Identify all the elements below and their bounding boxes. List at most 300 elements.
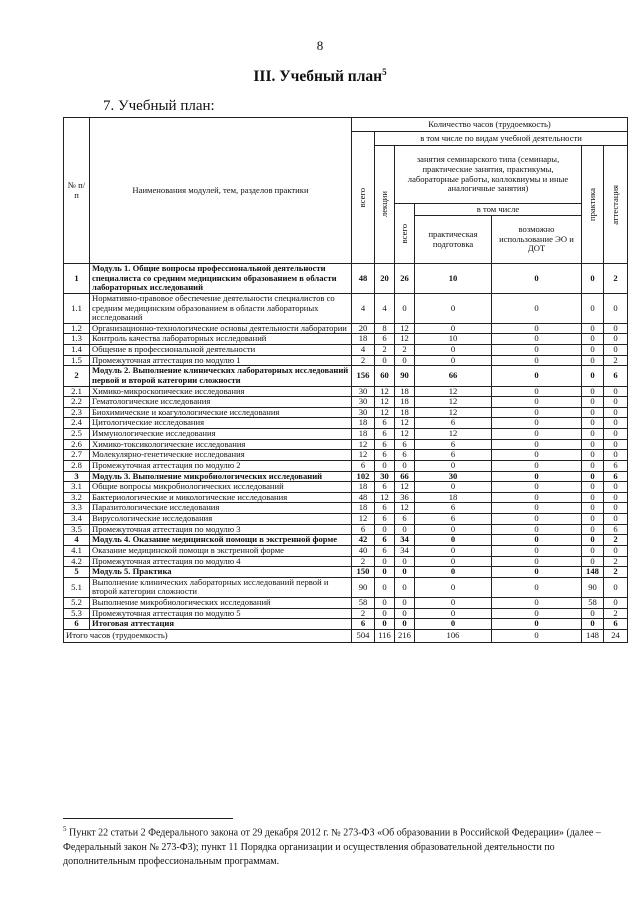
row-attestation: 0 <box>604 334 628 345</box>
row-seminar: 12 <box>395 418 415 429</box>
row-name: Промежуточная аттестация по модулю 2 <box>90 460 352 471</box>
row-total: 6 <box>352 619 375 630</box>
row-attestation: 0 <box>604 397 628 408</box>
total-prac-prep: 106 <box>415 629 492 642</box>
header-prac-prep: практическая подготовка <box>415 216 492 264</box>
row-num: 3.3 <box>64 503 90 514</box>
row-prac-prep: 0 <box>415 619 492 630</box>
row-eo-dot: 0 <box>492 460 582 471</box>
row-practice: 0 <box>582 386 604 397</box>
footnote-divider <box>63 818 233 819</box>
row-num: 4.2 <box>64 556 90 567</box>
row-num: 1.1 <box>64 293 90 323</box>
row-lectures: 2 <box>375 345 395 356</box>
row-eo-dot: 0 <box>492 450 582 461</box>
row-lectures: 20 <box>375 264 395 294</box>
row-eo-dot: 0 <box>492 514 582 525</box>
row-eo-dot: 0 <box>492 482 582 493</box>
row-practice: 0 <box>582 535 604 546</box>
row-practice: 0 <box>582 492 604 503</box>
row-eo-dot: 0 <box>492 471 582 482</box>
row-attestation: 0 <box>604 450 628 461</box>
row-prac-prep: 0 <box>415 293 492 323</box>
section-title-text: III. Учебный план <box>253 68 383 86</box>
row-name: Химико-микроскопические исследования <box>90 386 352 397</box>
row-prac-prep: 6 <box>415 418 492 429</box>
row-prac-prep: 30 <box>415 471 492 482</box>
row-attestation: 0 <box>604 514 628 525</box>
row-attestation: 0 <box>604 439 628 450</box>
row-lectures: 4 <box>375 293 395 323</box>
table-row <box>64 460 628 471</box>
footnote-ref[interactable]: 5 <box>382 67 387 77</box>
row-eo-dot: 0 <box>492 407 582 418</box>
row-total: 42 <box>352 535 375 546</box>
row-name: Промежуточная аттестация по модулю 1 <box>90 355 352 366</box>
table-row <box>64 577 628 597</box>
row-eo-dot: 0 <box>492 567 582 578</box>
row-num: 4 <box>64 535 90 546</box>
row-total: 90 <box>352 577 375 597</box>
row-lectures: 0 <box>375 608 395 619</box>
row-total: 4 <box>352 293 375 323</box>
row-seminar: 0 <box>395 355 415 366</box>
row-prac-prep: 66 <box>415 366 492 386</box>
header-attestation-text: аттестация <box>609 184 620 225</box>
row-name: Модуль 4. Оказание медицинской помощи в экстренной форме <box>90 535 352 546</box>
row-num: 2.6 <box>64 439 90 450</box>
row-eo-dot: 0 <box>492 577 582 597</box>
table-row <box>64 293 628 323</box>
row-num: 1 <box>64 264 90 294</box>
row-eo-dot: 0 <box>492 535 582 546</box>
table-row <box>64 471 628 482</box>
row-total: 2 <box>352 608 375 619</box>
row-num: 3.1 <box>64 482 90 493</box>
row-attestation: 6 <box>604 460 628 471</box>
row-num: 2.2 <box>64 397 90 408</box>
row-total: 4 <box>352 345 375 356</box>
row-prac-prep: 6 <box>415 503 492 514</box>
row-practice: 0 <box>582 482 604 493</box>
row-eo-dot: 0 <box>492 619 582 630</box>
row-seminar: 0 <box>395 293 415 323</box>
row-num: 4.1 <box>64 545 90 556</box>
row-practice: 0 <box>582 514 604 525</box>
header-eo-dot: возможно использование ЭО и ДОТ <box>492 216 582 264</box>
row-total: 12 <box>352 450 375 461</box>
row-eo-dot: 0 <box>492 366 582 386</box>
row-name: Гематологические исследования <box>90 397 352 408</box>
row-eo-dot: 0 <box>492 492 582 503</box>
table-row <box>64 482 628 493</box>
row-prac-prep: 0 <box>415 345 492 356</box>
row-name: Модуль 1. Общие вопросы профессиональной деятельности специалиста со средним медицинским образованием в области лабораторных исследований <box>90 264 352 294</box>
row-attestation: 0 <box>604 323 628 334</box>
row-total: 58 <box>352 598 375 609</box>
total-attestation: 24 <box>604 629 628 642</box>
row-eo-dot: 0 <box>492 264 582 294</box>
table-row <box>64 345 628 356</box>
row-eo-dot: 0 <box>492 345 582 356</box>
row-lectures: 0 <box>375 355 395 366</box>
row-name: Паразитологические исследования <box>90 503 352 514</box>
table-row <box>64 439 628 450</box>
row-attestation: 6 <box>604 524 628 535</box>
row-prac-prep: 0 <box>415 598 492 609</box>
row-seminar: 18 <box>395 386 415 397</box>
row-eo-dot: 0 <box>492 598 582 609</box>
row-num: 2.3 <box>64 407 90 418</box>
row-eo-dot: 0 <box>492 293 582 323</box>
row-eo-dot: 0 <box>492 503 582 514</box>
header-practice <box>582 146 604 264</box>
row-lectures: 6 <box>375 439 395 450</box>
table-row <box>64 418 628 429</box>
row-num: 2.1 <box>64 386 90 397</box>
row-name: Биохимические и коагулологические исследования <box>90 407 352 418</box>
row-prac-prep: 0 <box>415 323 492 334</box>
row-num: 2.8 <box>64 460 90 471</box>
row-total: 2 <box>352 556 375 567</box>
row-prac-prep: 18 <box>415 492 492 503</box>
row-lectures: 30 <box>375 471 395 482</box>
row-lectures: 6 <box>375 450 395 461</box>
row-num: 3.5 <box>64 524 90 535</box>
row-name: Общение в профессиональной деятельности <box>90 345 352 356</box>
header-sem-total-text: всего <box>398 223 409 244</box>
row-practice: 0 <box>582 293 604 323</box>
page-number: 8 <box>316 38 324 53</box>
table-row <box>64 556 628 567</box>
row-attestation: 0 <box>604 429 628 440</box>
row-seminar: 6 <box>395 450 415 461</box>
table-row <box>64 397 628 408</box>
row-lectures: 6 <box>375 545 395 556</box>
table-row <box>64 429 628 440</box>
header-including: в том числе <box>415 204 582 216</box>
row-total: 18 <box>352 429 375 440</box>
row-practice: 0 <box>582 503 604 514</box>
row-practice: 0 <box>582 334 604 345</box>
row-total: 30 <box>352 397 375 408</box>
row-attestation: 6 <box>604 471 628 482</box>
row-practice: 90 <box>582 577 604 597</box>
total-practice: 148 <box>582 629 604 642</box>
row-seminar: 0 <box>395 460 415 471</box>
row-lectures: 0 <box>375 460 395 471</box>
row-eo-dot: 0 <box>492 418 582 429</box>
row-lectures: 6 <box>375 418 395 429</box>
row-seminar: 12 <box>395 503 415 514</box>
header-total <box>352 132 375 264</box>
header-total-text: всего <box>357 187 368 208</box>
row-practice: 0 <box>582 418 604 429</box>
row-practice: 0 <box>582 545 604 556</box>
row-lectures: 12 <box>375 407 395 418</box>
row-num: 5.2 <box>64 598 90 609</box>
row-num: 2.4 <box>64 418 90 429</box>
total-label: Итого часов (трудоемкость) <box>64 629 352 642</box>
table-row <box>64 334 628 345</box>
row-total: 18 <box>352 418 375 429</box>
total-lectures: 116 <box>375 629 395 642</box>
row-attestation: 0 <box>604 482 628 493</box>
row-attestation: 2 <box>604 535 628 546</box>
row-seminar: 26 <box>395 264 415 294</box>
row-seminar: 66 <box>395 471 415 482</box>
header-attestation <box>604 146 628 264</box>
row-practice: 0 <box>582 264 604 294</box>
total-seminar: 216 <box>395 629 415 642</box>
row-attestation: 0 <box>604 598 628 609</box>
row-attestation: 0 <box>604 407 628 418</box>
row-total: 40 <box>352 545 375 556</box>
row-attestation: 0 <box>604 577 628 597</box>
row-attestation: 2 <box>604 567 628 578</box>
row-practice: 0 <box>582 471 604 482</box>
row-lectures: 0 <box>375 556 395 567</box>
row-name: Промежуточная аттестация по модулю 5 <box>90 608 352 619</box>
row-seminar: 0 <box>395 619 415 630</box>
row-name: Выполнение клинических лабораторных исследований первой и второй категории сложности <box>90 577 352 597</box>
row-attestation: 2 <box>604 355 628 366</box>
row-lectures: 12 <box>375 492 395 503</box>
row-practice: 0 <box>582 524 604 535</box>
row-total: 30 <box>352 407 375 418</box>
row-name: Модуль 2. Выполнение клинических лабораторных исследований первой и второй категории сложности <box>90 366 352 386</box>
table-row <box>64 598 628 609</box>
row-eo-dot: 0 <box>492 545 582 556</box>
row-eo-dot: 0 <box>492 556 582 567</box>
row-prac-prep: 0 <box>415 545 492 556</box>
table-row <box>64 535 628 546</box>
row-practice: 148 <box>582 567 604 578</box>
row-name: Модуль 3. Выполнение микробиологических исследований <box>90 471 352 482</box>
row-prac-prep: 6 <box>415 450 492 461</box>
row-practice: 0 <box>582 323 604 334</box>
row-attestation: 0 <box>604 293 628 323</box>
table-row <box>64 619 628 630</box>
header-by-type: в том числе по видам учебной деятельности <box>375 132 628 146</box>
row-eo-dot: 0 <box>492 429 582 440</box>
row-name: Итоговая аттестация <box>90 619 352 630</box>
table-row <box>64 514 628 525</box>
row-lectures: 0 <box>375 577 395 597</box>
row-num: 5.1 <box>64 577 90 597</box>
row-name: Бактериологические и микологические исследования <box>90 492 352 503</box>
row-total: 6 <box>352 460 375 471</box>
row-eo-dot: 0 <box>492 355 582 366</box>
row-practice: 0 <box>582 407 604 418</box>
row-eo-dot: 0 <box>492 524 582 535</box>
row-seminar: 34 <box>395 545 415 556</box>
row-prac-prep: 0 <box>415 482 492 493</box>
row-seminar: 0 <box>395 608 415 619</box>
row-name: Модуль 5. Практика <box>90 567 352 578</box>
row-attestation: 0 <box>604 492 628 503</box>
row-seminar: 0 <box>395 598 415 609</box>
row-prac-prep: 0 <box>415 608 492 619</box>
row-practice: 0 <box>582 355 604 366</box>
row-num: 2.7 <box>64 450 90 461</box>
row-attestation: 0 <box>604 345 628 356</box>
row-prac-prep: 6 <box>415 514 492 525</box>
row-total: 30 <box>352 386 375 397</box>
row-prac-prep: 0 <box>415 355 492 366</box>
row-prac-prep: 6 <box>415 439 492 450</box>
row-lectures: 6 <box>375 334 395 345</box>
table-row <box>64 450 628 461</box>
row-eo-dot: 0 <box>492 323 582 334</box>
row-lectures: 0 <box>375 619 395 630</box>
row-total: 20 <box>352 323 375 334</box>
row-attestation: 2 <box>604 608 628 619</box>
footnote-text: Пункт 22 статьи 2 Федерального закона от 29 декабря 2012 г. № 273-ФЗ «Об образовании в Российской Федерации» (далее – Федеральный закон № 273-ФЗ); пункт 11 Порядка организации и осуществления образовательной деятельности по дополнительным профессиональным программам. <box>63 827 601 868</box>
row-prac-prep: 0 <box>415 567 492 578</box>
header-lectures <box>375 146 395 264</box>
row-attestation: 0 <box>604 503 628 514</box>
row-total: 12 <box>352 514 375 525</box>
row-attestation: 2 <box>604 556 628 567</box>
row-total: 18 <box>352 482 375 493</box>
row-practice: 0 <box>582 460 604 471</box>
row-practice: 0 <box>582 450 604 461</box>
row-attestation: 6 <box>604 366 628 386</box>
row-num: 1.5 <box>64 355 90 366</box>
curriculum-table <box>63 117 628 643</box>
row-eo-dot: 0 <box>492 439 582 450</box>
row-name: Контроль качества лабораторных исследований <box>90 334 352 345</box>
row-num: 3.4 <box>64 514 90 525</box>
row-eo-dot: 0 <box>492 397 582 408</box>
row-seminar: 0 <box>395 524 415 535</box>
total-total: 504 <box>352 629 375 642</box>
row-name: Нормативно-правовое обеспечение деятельности специалистов со средним медицинским образованием в области лабораторных исследований <box>90 293 352 323</box>
row-seminar: 12 <box>395 323 415 334</box>
row-seminar: 0 <box>395 577 415 597</box>
row-seminar: 12 <box>395 429 415 440</box>
table-row <box>64 386 628 397</box>
row-prac-prep: 0 <box>415 524 492 535</box>
row-practice: 0 <box>582 397 604 408</box>
row-name: Промежуточная аттестация по модулю 4 <box>90 556 352 567</box>
row-prac-prep: 12 <box>415 429 492 440</box>
row-practice: 0 <box>582 439 604 450</box>
row-prac-prep: 10 <box>415 334 492 345</box>
row-seminar: 12 <box>395 482 415 493</box>
table-row <box>64 567 628 578</box>
row-name: Иммунологические исследования <box>90 429 352 440</box>
row-seminar: 18 <box>395 407 415 418</box>
row-practice: 0 <box>582 556 604 567</box>
row-name: Промежуточная аттестация по модулю 3 <box>90 524 352 535</box>
row-seminar: 0 <box>395 556 415 567</box>
header-practice-text: практика <box>586 188 597 221</box>
row-seminar: 90 <box>395 366 415 386</box>
row-lectures: 8 <box>375 323 395 334</box>
row-prac-prep: 12 <box>415 386 492 397</box>
table-row <box>64 492 628 503</box>
row-seminar: 34 <box>395 535 415 546</box>
row-num: 6 <box>64 619 90 630</box>
subtitle: 7. Учебный план: <box>103 98 215 114</box>
row-prac-prep: 10 <box>415 264 492 294</box>
row-total: 12 <box>352 439 375 450</box>
row-num: 2.5 <box>64 429 90 440</box>
section-title <box>0 67 640 86</box>
row-seminar: 36 <box>395 492 415 503</box>
row-name: Выполнение микробиологических исследований <box>90 598 352 609</box>
row-eo-dot: 0 <box>492 334 582 345</box>
row-seminar: 6 <box>395 514 415 525</box>
row-lectures: 60 <box>375 366 395 386</box>
row-total: 6 <box>352 524 375 535</box>
row-lectures: 6 <box>375 514 395 525</box>
row-practice: 0 <box>582 608 604 619</box>
row-num: 1.3 <box>64 334 90 345</box>
row-lectures: 6 <box>375 482 395 493</box>
table-row <box>64 608 628 619</box>
row-attestation: 0 <box>604 386 628 397</box>
table-row <box>64 503 628 514</box>
header-seminar: занятия семинарского типа (семинары, практические занятия, практикумы, лабораторные работы, коллоквиумы и иные аналогичные занятия) <box>395 146 582 204</box>
table-body <box>64 264 628 630</box>
row-practice: 58 <box>582 598 604 609</box>
header-num: № п/п <box>64 118 90 264</box>
table-row <box>64 524 628 535</box>
row-attestation: 6 <box>604 619 628 630</box>
row-name: Цитологические исследования <box>90 418 352 429</box>
row-attestation: 2 <box>604 264 628 294</box>
row-num: 1.4 <box>64 345 90 356</box>
row-attestation: 0 <box>604 545 628 556</box>
row-seminar: 18 <box>395 397 415 408</box>
row-prac-prep: 0 <box>415 556 492 567</box>
row-num: 1.2 <box>64 323 90 334</box>
table-row <box>64 323 628 334</box>
row-total: 48 <box>352 492 375 503</box>
row-total: 102 <box>352 471 375 482</box>
row-lectures: 0 <box>375 567 395 578</box>
header-sem-total <box>395 204 415 264</box>
row-prac-prep: 12 <box>415 397 492 408</box>
row-total: 18 <box>352 503 375 514</box>
row-eo-dot: 0 <box>492 608 582 619</box>
row-practice: 0 <box>582 366 604 386</box>
row-lectures: 12 <box>375 386 395 397</box>
row-practice: 0 <box>582 619 604 630</box>
table-row <box>64 264 628 294</box>
table-row <box>64 366 628 386</box>
row-total: 150 <box>352 567 375 578</box>
row-seminar: 6 <box>395 439 415 450</box>
footnote <box>63 824 623 870</box>
row-seminar: 0 <box>395 567 415 578</box>
row-practice: 0 <box>582 345 604 356</box>
row-lectures: 6 <box>375 503 395 514</box>
row-total: 18 <box>352 334 375 345</box>
row-lectures: 0 <box>375 598 395 609</box>
row-seminar: 2 <box>395 345 415 356</box>
row-lectures: 6 <box>375 429 395 440</box>
row-name: Молекулярно-генетические исследования <box>90 450 352 461</box>
table-row <box>64 407 628 418</box>
row-name: Оказание медицинской помощи в экстренной форме <box>90 545 352 556</box>
row-prac-prep: 0 <box>415 535 492 546</box>
row-total: 156 <box>352 366 375 386</box>
footnote-marker: 5 <box>63 825 67 833</box>
